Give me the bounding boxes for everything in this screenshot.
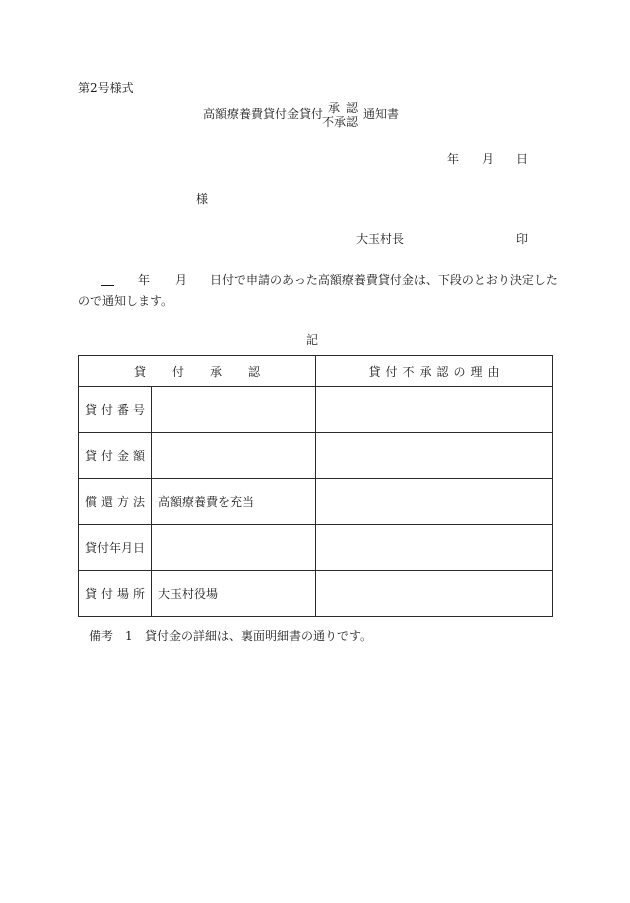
row-label-loan-date: 貸付年月日 [79, 525, 152, 571]
date-year-label: 年 [447, 152, 460, 166]
title-option-not-approved: 不承認 [322, 115, 359, 129]
date-day-label: 日 [516, 152, 529, 166]
note-label: 備考 [89, 629, 114, 643]
row-value-repayment-method: 高額療養費を充当 [152, 479, 316, 525]
table-row [79, 433, 553, 479]
row-value-loan-amount [152, 433, 316, 479]
table-row [79, 387, 553, 433]
blank-era-underline [101, 285, 114, 286]
note-text: 貸付金の詳細は、裏面明細書の通りです。 [145, 629, 373, 643]
body-month-label: 月 [175, 273, 188, 287]
addressee-honorific: 様 [196, 192, 209, 206]
note-number: 1 [125, 629, 133, 643]
row-label-loan-number: 貸付番号 [79, 387, 152, 433]
row-label-repayment-method: 償還方法 [79, 479, 152, 525]
title-option-approved: 承認 [328, 101, 365, 115]
body-text-line-2: ので通知します。 [78, 294, 174, 308]
row-value-loan-place: 大玉村役場 [152, 571, 316, 617]
reason-cell [316, 387, 553, 433]
approval-status-choice [322, 101, 365, 129]
header-loan-approved: 貸付承認 [79, 356, 316, 387]
ki-heading: 記 [306, 333, 319, 347]
body-year-label: 年 [138, 273, 151, 287]
row-value-loan-date [152, 525, 316, 571]
loan-decision-table [78, 355, 553, 617]
reason-cell [316, 479, 553, 525]
header-not-approved-reason: 貸付不承認の理由 [316, 356, 553, 387]
reason-cell [316, 433, 553, 479]
document-title: 高額療養費貸付金貸付 [203, 107, 324, 121]
table-row [79, 571, 553, 617]
row-label-loan-place: 貸付場所 [79, 571, 152, 617]
body-text-line-1: 日付で申請のあった高額療養費貸付金は、下段のとおり決定した [210, 273, 558, 287]
reason-cell [316, 571, 553, 617]
table-row [79, 525, 553, 571]
seal-mark: 印 [516, 232, 529, 246]
row-label-loan-amount: 貸付金額 [79, 433, 152, 479]
row-value-loan-number [152, 387, 316, 433]
date-month-label: 月 [482, 152, 495, 166]
reason-cell [316, 525, 553, 571]
table-row [79, 479, 553, 525]
table-header-row [79, 356, 553, 387]
title-suffix: 通知書 [363, 107, 400, 121]
form-number: 第2号様式 [78, 81, 134, 95]
issuer-title: 大玉村長 [356, 232, 405, 246]
